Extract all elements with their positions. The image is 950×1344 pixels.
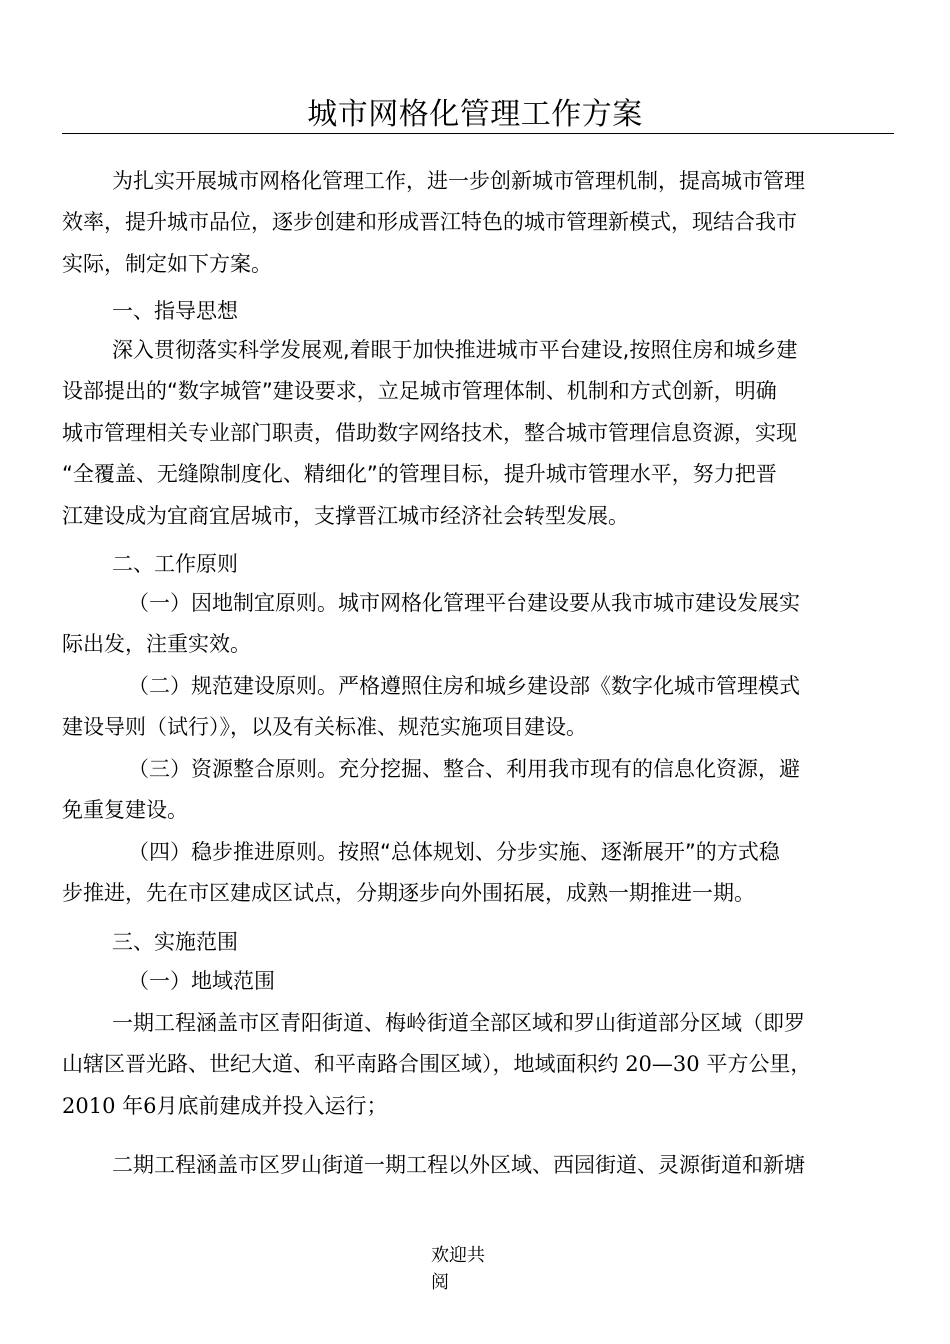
footer-line-2: 阅	[431, 1272, 449, 1293]
section-1-line-4: “全覆盖、无缝隙制度化、精细化”的管理目标，提升城市管理水平，努力把晋	[62, 462, 777, 486]
section-2-line-4: 建设导则（试行）》，以及有关标准、规范实施项目建设。	[62, 715, 587, 739]
section-3-line-2	[62, 1049, 811, 1079]
title-underline	[62, 133, 894, 134]
section-3-line-2-text: 山辖区晋光路、世纪大道、和平南路合围区域），地域面积约	[62, 1052, 619, 1076]
page-footer	[431, 1242, 511, 1296]
section-3-line-4: 二期工程涵盖市区罗山街道一期工程以外区域、西园街道、灵源街道和新塘	[112, 1153, 805, 1177]
section-3-line-1: 一期工程涵盖市区青阳街道、梅岭街道全部区域和罗山街道部分区域（即罗	[112, 1011, 805, 1035]
intro-line-2: 效率，提升城市品位，逐步创建和形成晋江特色的城市管理新模式，现结合我市	[62, 210, 797, 234]
area-unit: 平方公里，	[706, 1052, 812, 1076]
intro-line-1: 为扎实开展城市网格化管理工作，进一步创新城市管理机制，提高城市管理	[112, 169, 805, 193]
year-value: 2010	[62, 1094, 116, 1118]
section-3-subheading: （一）地域范围	[128, 969, 275, 993]
section-2-line-1: （一）因地制宜原则。城市网格化管理平台建设要从我市城市建设发展实	[128, 591, 800, 615]
section-1-line-3: 城市管理相关专业部门职责，借助数字网络技术，整合城市管理信息资源，实现	[62, 421, 797, 445]
section-2-line-7: （四）稳步推进原则。按照“总体规划、分步实施、逐渐展开”的方式稳	[128, 840, 780, 864]
section-1-line-2: 设部提出的“数字城管”建设要求，立足城市管理体制、机制和方式创新，明确	[62, 379, 777, 403]
section-1-heading: 一、指导思想	[112, 299, 238, 323]
section-2-line-8: 步推进，先在市区建成区试点，分期逐步向外围拓展，成熟一期推进一期。	[62, 881, 755, 905]
month-value: 6	[143, 1094, 157, 1118]
year-unit: 年	[122, 1094, 144, 1118]
section-3-line-3	[62, 1091, 388, 1121]
section-1-line-5: 江建设成为宜商宜居城市，支撑晋江城市经济社会转型发展。	[62, 504, 629, 528]
section-2-line-6: 免重复建设。	[62, 798, 188, 822]
section-2-line-3: （二）规范建设原则。严格遵照住房和城乡建设部《数字化城市管理模式	[128, 674, 800, 698]
document-title: 城市网格化管理工作方案	[307, 97, 643, 132]
area-value: 20—30	[625, 1052, 700, 1076]
intro-line-3: 实际，制定如下方案。	[62, 252, 272, 276]
section-2-line-2: 际出发，注重实效。	[62, 632, 251, 656]
section-3-heading: 三、实施范围	[112, 930, 238, 954]
section-2-heading: 二、工作原则	[112, 552, 238, 576]
section-2-line-5: （三）资源整合原则。充分挖掘、整合、利用我市现有的信息化资源，避	[128, 757, 800, 781]
footer-line-1: 欢迎共	[431, 1245, 485, 1266]
section-1-line-1: 深入贯彻落实科学发展观,着眼于加快推进城市平台建设,按照住房和城乡建	[112, 338, 798, 362]
line-3-rest: 月底前建成并投入运行；	[156, 1094, 388, 1118]
